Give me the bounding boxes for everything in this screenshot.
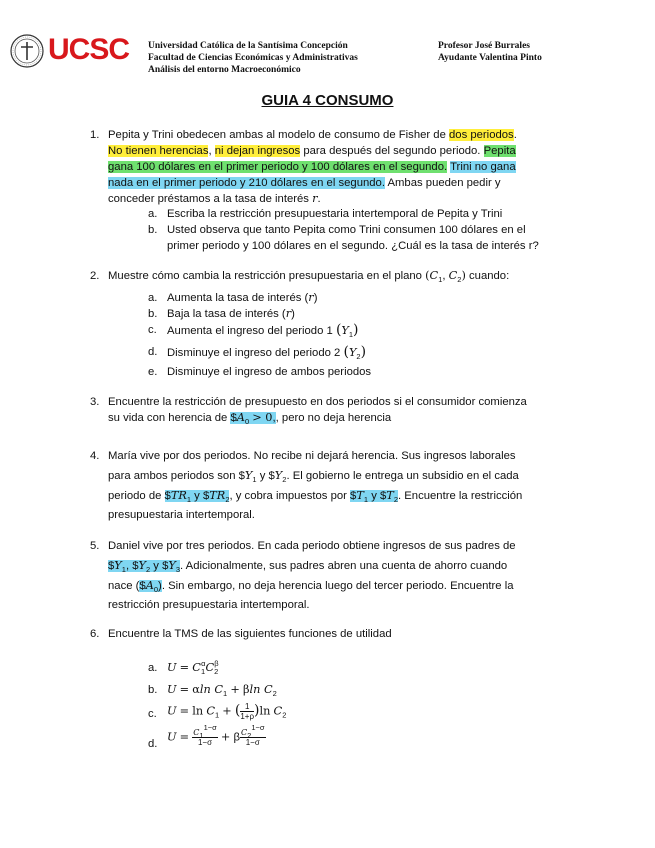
staff-info: [438, 40, 542, 64]
question-5: [90, 537, 568, 615]
subitem-label: b.: [148, 224, 158, 236]
question-number: 3.: [90, 396, 100, 408]
question-6: 6. Encuentre la TMS de las siguientes funciones de utilidad: [90, 628, 392, 640]
subitem-label: d.: [148, 346, 158, 358]
subitem-text: Escriba la restricción presupuestaria intertemporal de Pepita y Trini: [167, 208, 503, 220]
utility-formula-c: $U = \ln C_1$ + ( $\frac{1}{1+\rho}$ )ln $C_2$: [167, 702, 287, 721]
q1-line-4: nada en el primer periodo y 210 dólares en el segundo. Ambas pueden pedir y: [108, 177, 501, 189]
subitem-label: c.: [148, 708, 157, 720]
subitem-text: Disminuye el ingreso del periodo 2 $(Y_2)$: [167, 344, 367, 361]
utility-formula-a: $U = C_1^\alpha C_2^\beta$: [167, 659, 219, 676]
subitem-label: d.: [148, 738, 158, 750]
q5-line-3: nace $(\$A_0)$. Sin embargo, no deja herencia luego del tercer periodo. Encuentre la: [108, 579, 514, 594]
document-header: [0, 0, 655, 80]
q6-formulas: [148, 656, 448, 756]
q2-subitems: [148, 290, 568, 385]
question-number: 5.: [90, 540, 100, 552]
subitem-label: b.: [148, 684, 158, 696]
q5-line-1: Daniel vive por tres periodos. En cada periodo obtiene ingresos de sus padres de: [108, 540, 516, 552]
question-2: 2. Muestre cómo cambia la restricción presupuestaria en el plano ($C_1$, $C_2$) cuando:: [90, 269, 510, 284]
subitem-text: Disminuye el ingreso de ambos periodos: [167, 366, 372, 378]
q3-line-1: Encuentre la restricción de presupuesto en dos periodos si el consumidor comienza: [108, 396, 527, 408]
utility-formula-b: U = αln $C_1 + \beta\ln$ $C_2$: [167, 683, 277, 698]
faculty-name: Facultad de Ciencias Económicas y Administrativas: [148, 53, 358, 63]
question-number: 2.: [90, 270, 100, 282]
subitem-text: primer periodo y 100 dólares en el segundo. ¿Cuál es la tasa de interés r?: [167, 240, 539, 252]
q1-line-3: gana 100 dólares en el primer periodo y 100 dólares en el segundo. Trini no gana: [108, 161, 516, 173]
q4-line-4: presupuestaria intertemporal.: [108, 509, 255, 521]
q4-line-1: María vive por dos periodos. No recibe ni dejará herencia. Sus ingresos laborales: [108, 450, 516, 462]
question-3: [90, 394, 568, 426]
question-1: [90, 127, 568, 207]
subitem-text: Aumenta el ingreso del periodo 1 $(Y_1)$: [167, 322, 359, 339]
utility-formula-d: U = $\frac{C_1^{1-\sigma}}{1-\sigma}$ + β $\frac{C_2^{1-\sigma}}{1-\sigma}$: [167, 723, 265, 747]
ucsc-logo: UCSC: [48, 33, 130, 66]
q4-line-2: para ambos periodos son $\$Y_1$ y $\$Y_2$. El gobierno le entrega un subsidio en el cada: [108, 469, 519, 484]
question-number: 4.: [90, 450, 100, 462]
q3-line-2: su vida con herencia de $\$A_0 > 0$,, pero no deja herencia: [108, 411, 392, 426]
q5-line-2: $\$Y_1$, $\$Y_2$ y $\$Y_3$. Adicionalmente, sus padres abren una cuenta de ahorro cuando: [108, 559, 508, 574]
subitem-text: Aumenta la tasa de interés (r): [167, 291, 318, 304]
question-number: 1.: [90, 129, 100, 141]
subitem-label: a.: [148, 292, 158, 304]
subitem-label: c.: [148, 324, 157, 336]
assistant-name: Ayudante Valentina Pinto: [438, 53, 542, 63]
professor-name: Profesor José Burrales: [438, 41, 530, 51]
q1-line-5: conceder préstamos a la tasa de interés r.: [108, 192, 321, 205]
question-4: [90, 447, 568, 525]
subitem-label: a.: [148, 208, 158, 220]
subitem-text: Baja la tasa de interés (r): [167, 307, 295, 320]
page-title: GUIA 4 CONSUMO: [261, 92, 394, 109]
q1-subitems: [148, 206, 568, 256]
subitem-label: b.: [148, 308, 158, 320]
subitem-label: a.: [148, 662, 158, 674]
q4-line-3: periodo de $\$TR_1$ y $\$TR_2$, y cobra impuestos por $\$T_1$ y $\$T_2$. Encuentre la restricción: [108, 489, 523, 504]
subitem-text: Usted observa que tanto Pepita como Trini consumen 100 dólares en el: [167, 224, 526, 236]
institution-info: [148, 40, 358, 76]
question-number: 6.: [90, 628, 100, 640]
subitem-label: e.: [148, 366, 158, 378]
q1-line-2: No tienen herencias, ni dejan ingresos para después del segundo periodo. Pepita: [108, 145, 516, 157]
q5-line-4: restricción presupuestaria intertemporal.: [108, 599, 310, 611]
university-name: Universidad Católica de la Santísima Concepción: [148, 41, 348, 51]
course-name: Análisis del entorno Macroeconómico: [148, 65, 301, 75]
university-seal-logo: [10, 34, 44, 68]
q1-line-1: Pepita y Trini obedecen ambas al modelo de consumo de Fisher de dos periodos.: [108, 129, 517, 141]
